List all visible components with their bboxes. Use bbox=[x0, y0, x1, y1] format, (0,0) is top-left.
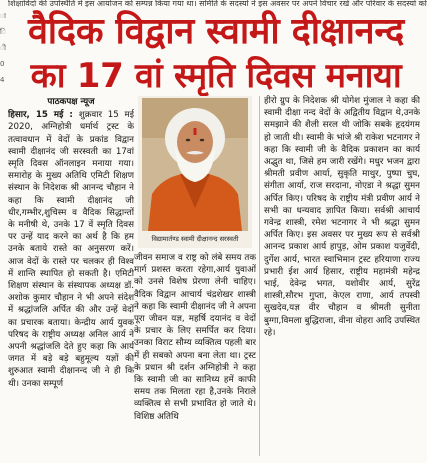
photo-caption: विद्यामार्तण्ड स्वामी दीक्षानन्द सरस्वती bbox=[151, 235, 239, 243]
column-1-paragraph bbox=[8, 109, 134, 390]
byline: पाठकपक्ष न्यूज bbox=[47, 97, 95, 107]
photo-block bbox=[138, 96, 252, 248]
column-divider bbox=[259, 96, 260, 456]
headline-line-2: का 17 वां स्मृति दिवस मनाया bbox=[30, 56, 402, 96]
article-column-3 bbox=[264, 95, 420, 458]
portrait-illustration bbox=[142, 98, 248, 231]
dateline: हिसार, 15 मई : bbox=[8, 110, 79, 121]
left-margin-cut-text bbox=[0, 8, 6, 108]
article-column-2 bbox=[134, 252, 256, 458]
column-1-text: शुक्रवार 15 मई 2020, अग्निहोत्री धर्मार्थ ट्रस्ट के तत्वावधान में वेदों के प्रकांड विद्वान स्वामी दीक्षानंद जी सरस्वती का 17वां स्मृति दिवस ऑनलाइन मनाया गया। समारोह के मुख्य अतिथि एमिटी शिक्षण संस्थान के निदेशक श्री आनन्द चौहान ने कहा कि स्वामी दीक्षानंद जी धीर,गम्भीर,शुचिस्म व वैदिक सिद्धान्तों के मनीषी थे, उनके 17 वें स्मृति दिवस पर उन्हें याद करने का अर्थ है कि हम उनके बताये रास्ते का अनुसरण करें। आज वेदों के रास्ते पर चलकर ही विश्व में शान्ति स्थापित हो सकती है। एमिटी शिक्षण संस्थान के संस्थापक अध्यक्ष डॉ. अशोक कुमार चौहान ने भी अपने संदेश में श्रद्धांजलि अर्पित की और उन्हें वेदों का प्रचारक बताया। केन्द्रीय आर्य युवक परिषद के राष्ट्रीय अध्यक्ष अनिल आर्य ने अपनी श्रद्धांजलि देते हुए कहा कि आर्य जगत में बड़े बड़े बहुमूल्य यज्ञों की शुरुआत स्वामी दीक्षानन्द जी ने ही कि थी। उनका सम्पूर्ण bbox=[8, 110, 134, 389]
swami-portrait-image bbox=[142, 98, 248, 231]
column-2-text: जीवन समाज व राष्ट्र को लंबे समय तक मार्ग प्रशस्त करता रहेगा,आर्य युवाओं को उनसे विशेष प्रेरणा लेनी चाहिए। वैदिक विद्वान आचार्य चंद्रशेखर शास्त्री ने कहा कि स्वामी दीक्षानंद जी ने अपना पूरा जीवन यज्ञ, महर्षि दयानंद व वेदों के प्रचार के लिए समर्पित कर दिया। उनका विराट सौम्य व्यक्तित्व पहली बार में ही सबको अपना बना लेता था। ट्रस्ट के प्रधान श्री दर्शन अग्निहोत्री ने कहा कि स्वामी जी का सानिध्य हमें काफी समय तक मिलता रहा है,उनके निराले व्यक्तित्व से सभी प्रभावित हो जाते थे। विशिष्ठ अतिथि bbox=[134, 253, 256, 422]
left-margin-char: ा bbox=[0, 12, 6, 20]
left-margin-char: 4 bbox=[0, 76, 5, 84]
left-margin-char: ि bbox=[0, 28, 6, 36]
headline-line-1: वैदिक विद्वान स्वामी दीक्षानन्द bbox=[28, 11, 404, 52]
column-3-text: हीरो ग्रुप के निदेशक श्री योगेश मुंजाल ने कहा की स्वामी दीक्षा नन्द वेदों के अद्वितीय विद्वान थे,उनके समझाने की शैली सरल थी जोकि सबके हृदयंगम हो जाती थी। स्वामी के भांजे श्री राकेश भटनागर ने कहा कि स्वामी जी के वैदिक प्रकाशन का कार्य अद्भुत था, जिसे हम जारी रखेंगे। मधुर भजन द्वारा श्रीमती प्रवीण आर्या, सुकृति माथुर, पुष्पा चुघ, संगीता आर्या, राज सरदाना, नोएडा ने श्रद्धा सुमन अर्पित किए। परिषद के राष्ट्रीय मंत्री प्रवीण आर्य ने सभी का धन्यवाद ज्ञापित किया। सर्वश्री आचार्य गवेन्द्र शास्त्री, रमेश भटनागर ने भी श्रद्धा सुमन अर्पित किए। इस अवसर पर मुख्य रूप से सर्वश्री आनन्द प्रकाश आर्य हापुड़, ओम प्रकाश यजुर्वेदी, दुर्गेश आर्य, भारत स्वाभिमान ट्रस्ट हरियाणा राज्य प्रभारी ईश आर्य हिसार, राष्ट्रीय महामंत्री महेन्द्र भाई, देवेन्द्र भगत, यशोवीर आर्य, सुरेंद्र शास्त्री,सौरभ गुप्ता, केएल राणा, आर्य तपस्वी सुखदेव,यज्ञ वीर चौहान व श्रीमती सुनीता बुग्गा,विमला बुद्धिराजा, वीना वोहरा आदि उपस्थित रहे। bbox=[264, 96, 420, 338]
article-column-1 bbox=[8, 96, 134, 458]
left-margin-char: ी bbox=[0, 44, 6, 52]
left-margin-char: 0 bbox=[0, 60, 5, 68]
top-cut-text: शिक्षाविदों की उपस्थिति में इस आयोजन को सम्पन्न किया गया था। समिति के सदस्यों ने इस अवसर पर अपने विचार रखे और परिवार के सदस्यों को bbox=[8, 0, 427, 8]
